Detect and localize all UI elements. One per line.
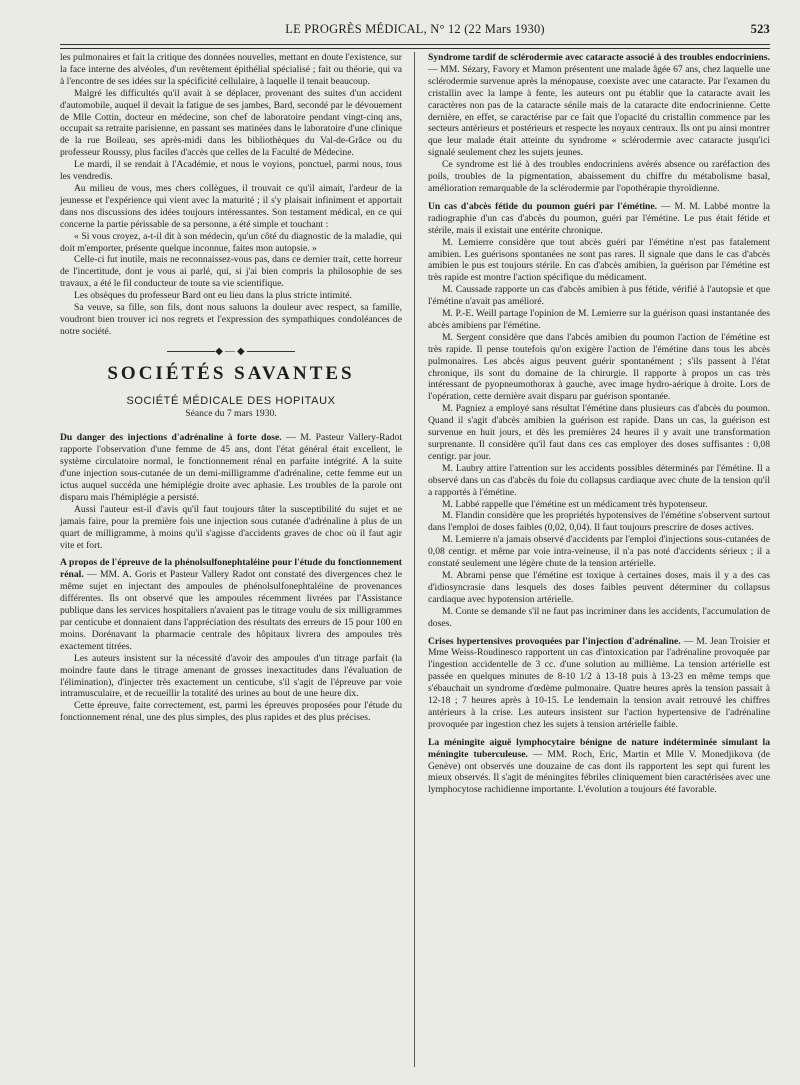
article-text: — MM. Roch, Eric, Martin et Mlle V. Monedjikova (de Genève) ont observés une douzaine de cas dont ils rapportent les sept qui furent les mieux observés. Il s'agit de méningites fébriles cliniquement bien caractérisées avec une lymphocytose rachidienne importante. L'évolution a toujours été favorable. <box>428 748 770 796</box>
body-paragraph: Celle-ci fut inutile, mais ne reconnaissez-vous pas, dans ce dernier trait, cette horreur de l'incertitude, dont je vous ai parlé, qui, si j'ai bien compris la philosophie de ses travaux, a été le fil conducteur de toute sa vie scientifique. <box>60 254 402 290</box>
article-text: M. Abrami pense que l'émétine est toxique à certaines doses, mais il y a des cas d'idiosyncrasie dans lesquels des doses faibles peuvent déterminer du collapsus cardiaque avec hypotension artérielle. <box>428 569 770 605</box>
article <box>428 636 770 731</box>
body-paragraph: Les obsèques du professeur Bard ont eu lieu dans la plus stricte intimité. <box>74 290 352 302</box>
header-rule <box>60 44 770 49</box>
article-text: M. Flandin considère que les propriétés hypotensives de l'émétine s'observent surtout dans l'emploi de doses faibles (0,02, 0,04). Il faut toujours prescrire de doses actives. <box>428 510 770 534</box>
article-text: M. Pagniez a employé sans résultat l'émétine dans plusieurs cas d'abcès du poumon. Quand il s'agit d'abcès amibien la guérison est rapide. Dans un cas, la guérison est survenue en huit jours, et dès les premières 24 heures il y avait une transformation surprenante. Il considère qu'il faut dans ces cas employer des doses suffisantes : 0,08 centigr. par jour. <box>428 403 770 462</box>
body-paragraph: Malgré les difficultés qu'il avait à se déplacer, provenant des suites d'un accident d'automobile, auquel il devait la fatigue de ses jambes, Bard, secondé par le dévouement de Mlle Cottin, docteur en médecine, son chef de laboratoire pendant vingt-cinq ans, occupait sa retraite parisienne, en passant ses matinées dans le laboratoire d'une clinique de la rue Boileau, ses après-midi dans les bibliothèques du Val-de-Grâce ou du professeur Roussy, plus faciles d'accès que celles de la Faculté de Médecine. <box>60 87 402 159</box>
article <box>428 52 770 195</box>
article-title: La méningite aiguë lymphocytaire bénigne de nature indéterminée simulant la méningite tuberculeuse. <box>428 736 770 760</box>
article-text: — MM. Sézary, Favory et Mamon présentent une malade âgée 67 ans, chez laquelle une sclérodermie survenue après la ménopause, coexiste avec une cataracte. Par l'examen du cristallin avec la lampe à fente, les auteurs ont pu établir que la cataracte avait les caractères non pas de la cataracte sénile mais de la cataracte dite endocrinienne. Cette dernière, en effet, se caractérise par ce fait que l'opacité du cristallin commence par les secteurs antérieurs et postérieurs et respecte les noyaux centraux. Ils ont pu ainsi montrer que leur malade était atteinte du syndrome « sclérodermie avec cataracte jusqu'ici signalé seulement chez les sujets jeunes. <box>428 63 770 159</box>
body-paragraph: Sa veuve, sa fille, son fils, dont nous saluons la douleur avec respect, sa famille, voudront bien trouver ici nos regrets et l'expression des sympathiques condoléances de notre société. <box>60 302 402 337</box>
section-ornament: ◆—◆ <box>60 346 402 358</box>
article-text: M. P.-E. Weill partage l'opinion de M. Lemierre sur la guérison quasi instantanée des abcès amibiens par l'émétine. <box>428 308 770 331</box>
right-column <box>428 52 770 802</box>
article-text: — M. Jean Troisier et Mme Weiss-Roudinesco rapportent un cas d'intoxication par l'adrénaline provoquée par l'ingestion accidentelle de 3 cc. d'une solution au millième. La tension artérielle est passée en quelques minutes de 8-10 1/2 à 13-18 puis à 13-23 en même temps que s'ébauchait un syndrome d'œdème pulmonaire. Quatre heures après la tension passait à 12-18 ; 7 heures après à 10-15. Le lendemain la tension avait retrouvé les chiffres antérieurs à la crise. Les auteurs insistent sur l'action hypertensive de l'adrénaline provoquée par ingestion chez les sujets à tension artérielle faible. <box>428 635 770 730</box>
article-text: Ce syndrome est lié à des troubles endocriniens avérés absence ou raréfaction des poils, troubles de la pigmentation, abaissement du chiffre du métabolisme basal, amélioration remarquable de la sclérodermie par l'opothérapie thyroïdienne. <box>428 159 770 194</box>
page-number: 523 <box>750 22 770 36</box>
article-title: Un cas d'abcès fétide du poumon guéri par l'émétine. <box>428 200 658 212</box>
article <box>428 737 770 797</box>
article-text: M. Lemierre considère que tout abcès guéri par l'émétine n'est pas fatalement amibien. Les guérisons spontanées ne sont pas rares. Il signale que dans le cas d'abcès amibien le pus est toujours stérile. En cas d'abcès amibien, la guérison par l'émétine est très rapide est montre l'action spécifique du médicament. <box>428 236 770 284</box>
article-text: — M. Pasteur Vallery-Radot rapporte l'observation d'une femme de 45 ans, dont l'état général était excellent, le système circulatoire normal, le fonctionnement rénal en parfaite intégrité. A la suite d'une injection sous-cutanée de un demi-milligramme d'adrénaline, cette femme eut un ictus auquel succéda une hémiplégie droite avec aphasie. Les troubles de la parole ont disparu mais l'hémiplégie a persisté. <box>60 432 402 503</box>
article-text: M. Sergent considère que dans l'abcès amibien du poumon l'action de l'émétine est très rapide. Il pense toutefois qu'on exigère l'action de l'émétine dans tous les abcès pulmonaires. Les abcès aigus peuvent guérir spontanément ; s'ils passent à l'état chronique, ils sont du domaine de la chirurgie. Il rapporte à propos un cas très intéressant de pyopneumothorax à gauche, avec image hydro-aérique à droite. Lors de l'opération, cette dernière avait disparu par guérison spontanée. <box>428 331 770 403</box>
body-paragraph: Au milieu de vous, mes chers collègues, il trouvait ce qu'il aimait, l'ardeur de la jeunesse et l'expérience qui vient avec la maturité ; il s'y plaisait infiniment et apportait dans nos discussions des idées toujours intéressantes. Son testament médical, en ce qui concerne la partie périssable de sa personne, a été simple et touchant : <box>60 182 402 230</box>
article-text: M. Lemierre n'a jamais observé d'accidents par l'emploi d'injections sous-cutanées de 0,08 centigr. et même par voie intra-veineuse, il n'a pas noté d'accidents sérieux ; il a constaté seulement une légère chute de la tension artérielle. <box>428 534 770 570</box>
article <box>428 201 770 630</box>
article-text: Cette épreuve, faite correctement, est, parmi les épreuves proposées pour l'étude du fonctionnement rénal, une des plus simples, des plus rapides et des plus précises. <box>60 700 402 724</box>
page-header <box>60 18 770 42</box>
article-text: M. Conte se demande s'il ne faut pas incriminer dans les accidents, l'accumulation de doses. <box>428 605 770 629</box>
article-text: Aussi l'auteur est-il d'avis qu'il faut toujours tâter la susceptibilité du sujet et ne jamais faire, pour la première fois une injection sous cutanée d'adrénaline à plus de un quart de milligramme, à moins qu'il s'agisse d'accidents graves de choc où il faut agir vite et fort. <box>60 503 402 551</box>
left-column <box>60 52 402 730</box>
article-title: Crises hypertensives provoquées par l'injection d'adrénaline. <box>428 635 681 647</box>
seance-date: Séance du 7 mars 1930. <box>185 408 277 420</box>
article <box>60 432 402 551</box>
article-text: M. Caussade rapporte un cas d'abcès amibien à pus fétide, vérifié à l'autopsie et que l'émétine n'avait pas amélioré. <box>428 284 770 308</box>
article-title: Syndrome tardif de sclérodermie avec cataracte associé à des troubles endocriniens. <box>428 52 770 63</box>
article-title: A propos de l'épreuve de la phénolsulfonephtaléine pour l'étude du fonctionnement rénal. <box>60 557 402 581</box>
article-text: Les auteurs insistent sur la nécessité d'avoir des ampoules d'un titrage parfait (la moindre faute dans le titrage amenant de grosses inexactitudes dans l'évaluation de l'élimination), d'injecter très exactement un centicube, s'il s'agit de l'épreuve par voie intramusculaire, et de recueillir la totalité des urines au bout de une heure dix. <box>60 652 402 700</box>
header-title: LE PROGRÈS MÉDICAL, N° 12 (22 Mars 1930) <box>285 22 545 36</box>
article <box>60 557 402 724</box>
article-text: — M. M. Labbé montre la radiographie d'un cas d'abcès du poumon, guéri par l'émétine. Le pus était fétide et stérile, mais il existait une entérite chronique. <box>428 200 770 236</box>
body-paragraph: les pulmonaires et fait la critique des données nouvelles, mettant en doute l'existence, sur la face interne des alvéoles, d'un revêtement épithélial spécialisé ; fait ou théorie, qui va à l'encontre de ses idées sur la spécificité cellulaire, à laquelle il tenait beaucoup. <box>60 52 402 87</box>
article-text: M. Labbé rappelle que l'émétine est un médicament très hypotenseur. <box>442 498 708 510</box>
article-text: — MM. A. Goris et Pasteur Vallery Radot ont constaté des divergences chez le même sujet en injectant des ampoules de phénolsulfonephtaléine de provenances différentes. Ils ont observé que les ampoules récemment livrées par l'Assistance publique dans les services hospitaliers n'avaient pas le titrage voulu de six milligrammes par centicube et donnaient dans l'appréciation des résultats des erreurs de 15 pour 100 en moins. Dorénavant la pharmacie centrale des hôpitaux livrera des ampoules très exactement titrées. <box>60 569 403 652</box>
body-paragraph: « Si vous croyez, a-t-il dit à son médecin, qu'un côté du diagnostic de la maladie, qui doit m'emporter, présente quelque inconnue, faites mon autopsie. » <box>60 230 402 254</box>
column-divider <box>414 52 415 1067</box>
article-text: M. Laubry attire l'attention sur les accidents possibles déterminés par l'émétine. Il a observé dans un cas d'abcès du foie du collapsus cardiaque avec chute de la tension qu'il a rapportés à l'émétine. <box>428 462 770 498</box>
article-title: Du danger des injections d'adrénaline à forte dose. <box>60 432 282 444</box>
society-heading: SOCIÉTÉ MÉDICALE DES HOPITAUX <box>126 394 336 407</box>
body-paragraph: Le mardi, il se rendait à l'Académie, et nous le voyions, ponctuel, parmi nous, tous les vendredis. <box>60 159 402 183</box>
section-title: SOCIÉTÉS SAVANTES <box>107 362 355 384</box>
